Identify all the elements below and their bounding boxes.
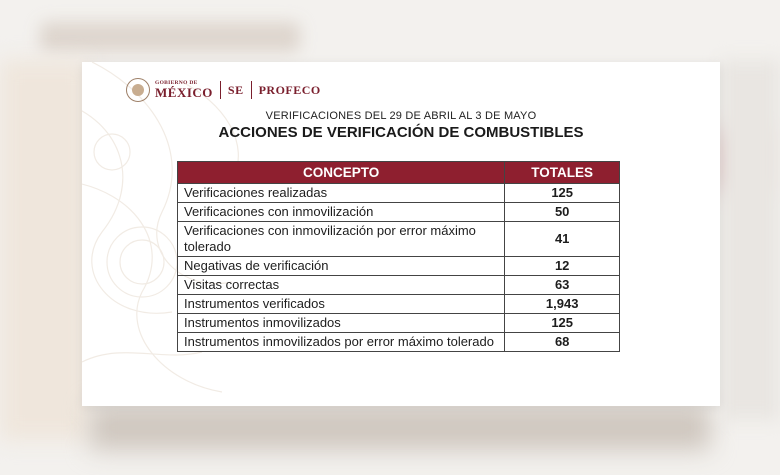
total-cell: 125 — [505, 314, 620, 333]
table-row — [178, 314, 620, 333]
logo-divider — [220, 81, 221, 99]
table-row — [178, 257, 620, 276]
table-header-row — [178, 162, 620, 184]
table-row — [178, 295, 620, 314]
concept-cell: Verificaciones realizadas — [178, 184, 505, 203]
logo-divider — [251, 81, 252, 99]
total-cell: 12 — [505, 257, 620, 276]
concept-cell: Instrumentos verificados — [178, 295, 505, 314]
concept-cell: Negativas de verificación — [178, 257, 505, 276]
verification-table — [177, 161, 620, 352]
table-row — [178, 333, 620, 352]
page-title: ACCIONES DE VERIFICACIÓN DE COMBUSTIBLES — [218, 124, 584, 141]
total-cell: 68 — [505, 333, 620, 352]
total-cell: 50 — [505, 203, 620, 222]
total-cell: 125 — [505, 184, 620, 203]
concept-cell: Visitas correctas — [178, 276, 505, 295]
table-row — [178, 184, 620, 203]
page-subtitle: VERIFICACIONES DEL 29 DE ABRIL AL 3 DE MAYO — [265, 110, 537, 122]
profeco-text: PROFECO — [258, 82, 321, 97]
seal-icon — [126, 78, 150, 102]
total-cell: 41 — [505, 222, 620, 257]
total-cell: 63 — [505, 276, 620, 295]
column-header-totales: TOTALES — [505, 162, 620, 184]
total-cell: 1,943 — [505, 295, 620, 314]
concept-cell: Verificaciones con inmovilización por error máximo tolerado — [178, 222, 505, 257]
column-header-concepto: CONCEPTO — [178, 162, 505, 184]
infographic-card — [82, 62, 720, 406]
mexico-text: MÉXICO — [155, 85, 213, 101]
gobierno-de-text: GOBIERNO DE — [155, 79, 198, 86]
table-row — [178, 222, 620, 257]
concept-cell: Instrumentos inmovilizados — [178, 314, 505, 333]
table-row — [178, 203, 620, 222]
government-logo — [126, 78, 321, 102]
concept-cell: Instrumentos inmovilizados por error máximo tolerado — [178, 333, 505, 352]
table-row — [178, 276, 620, 295]
concept-cell: Verificaciones con inmovilización — [178, 203, 505, 222]
se-text: SE — [227, 82, 244, 97]
